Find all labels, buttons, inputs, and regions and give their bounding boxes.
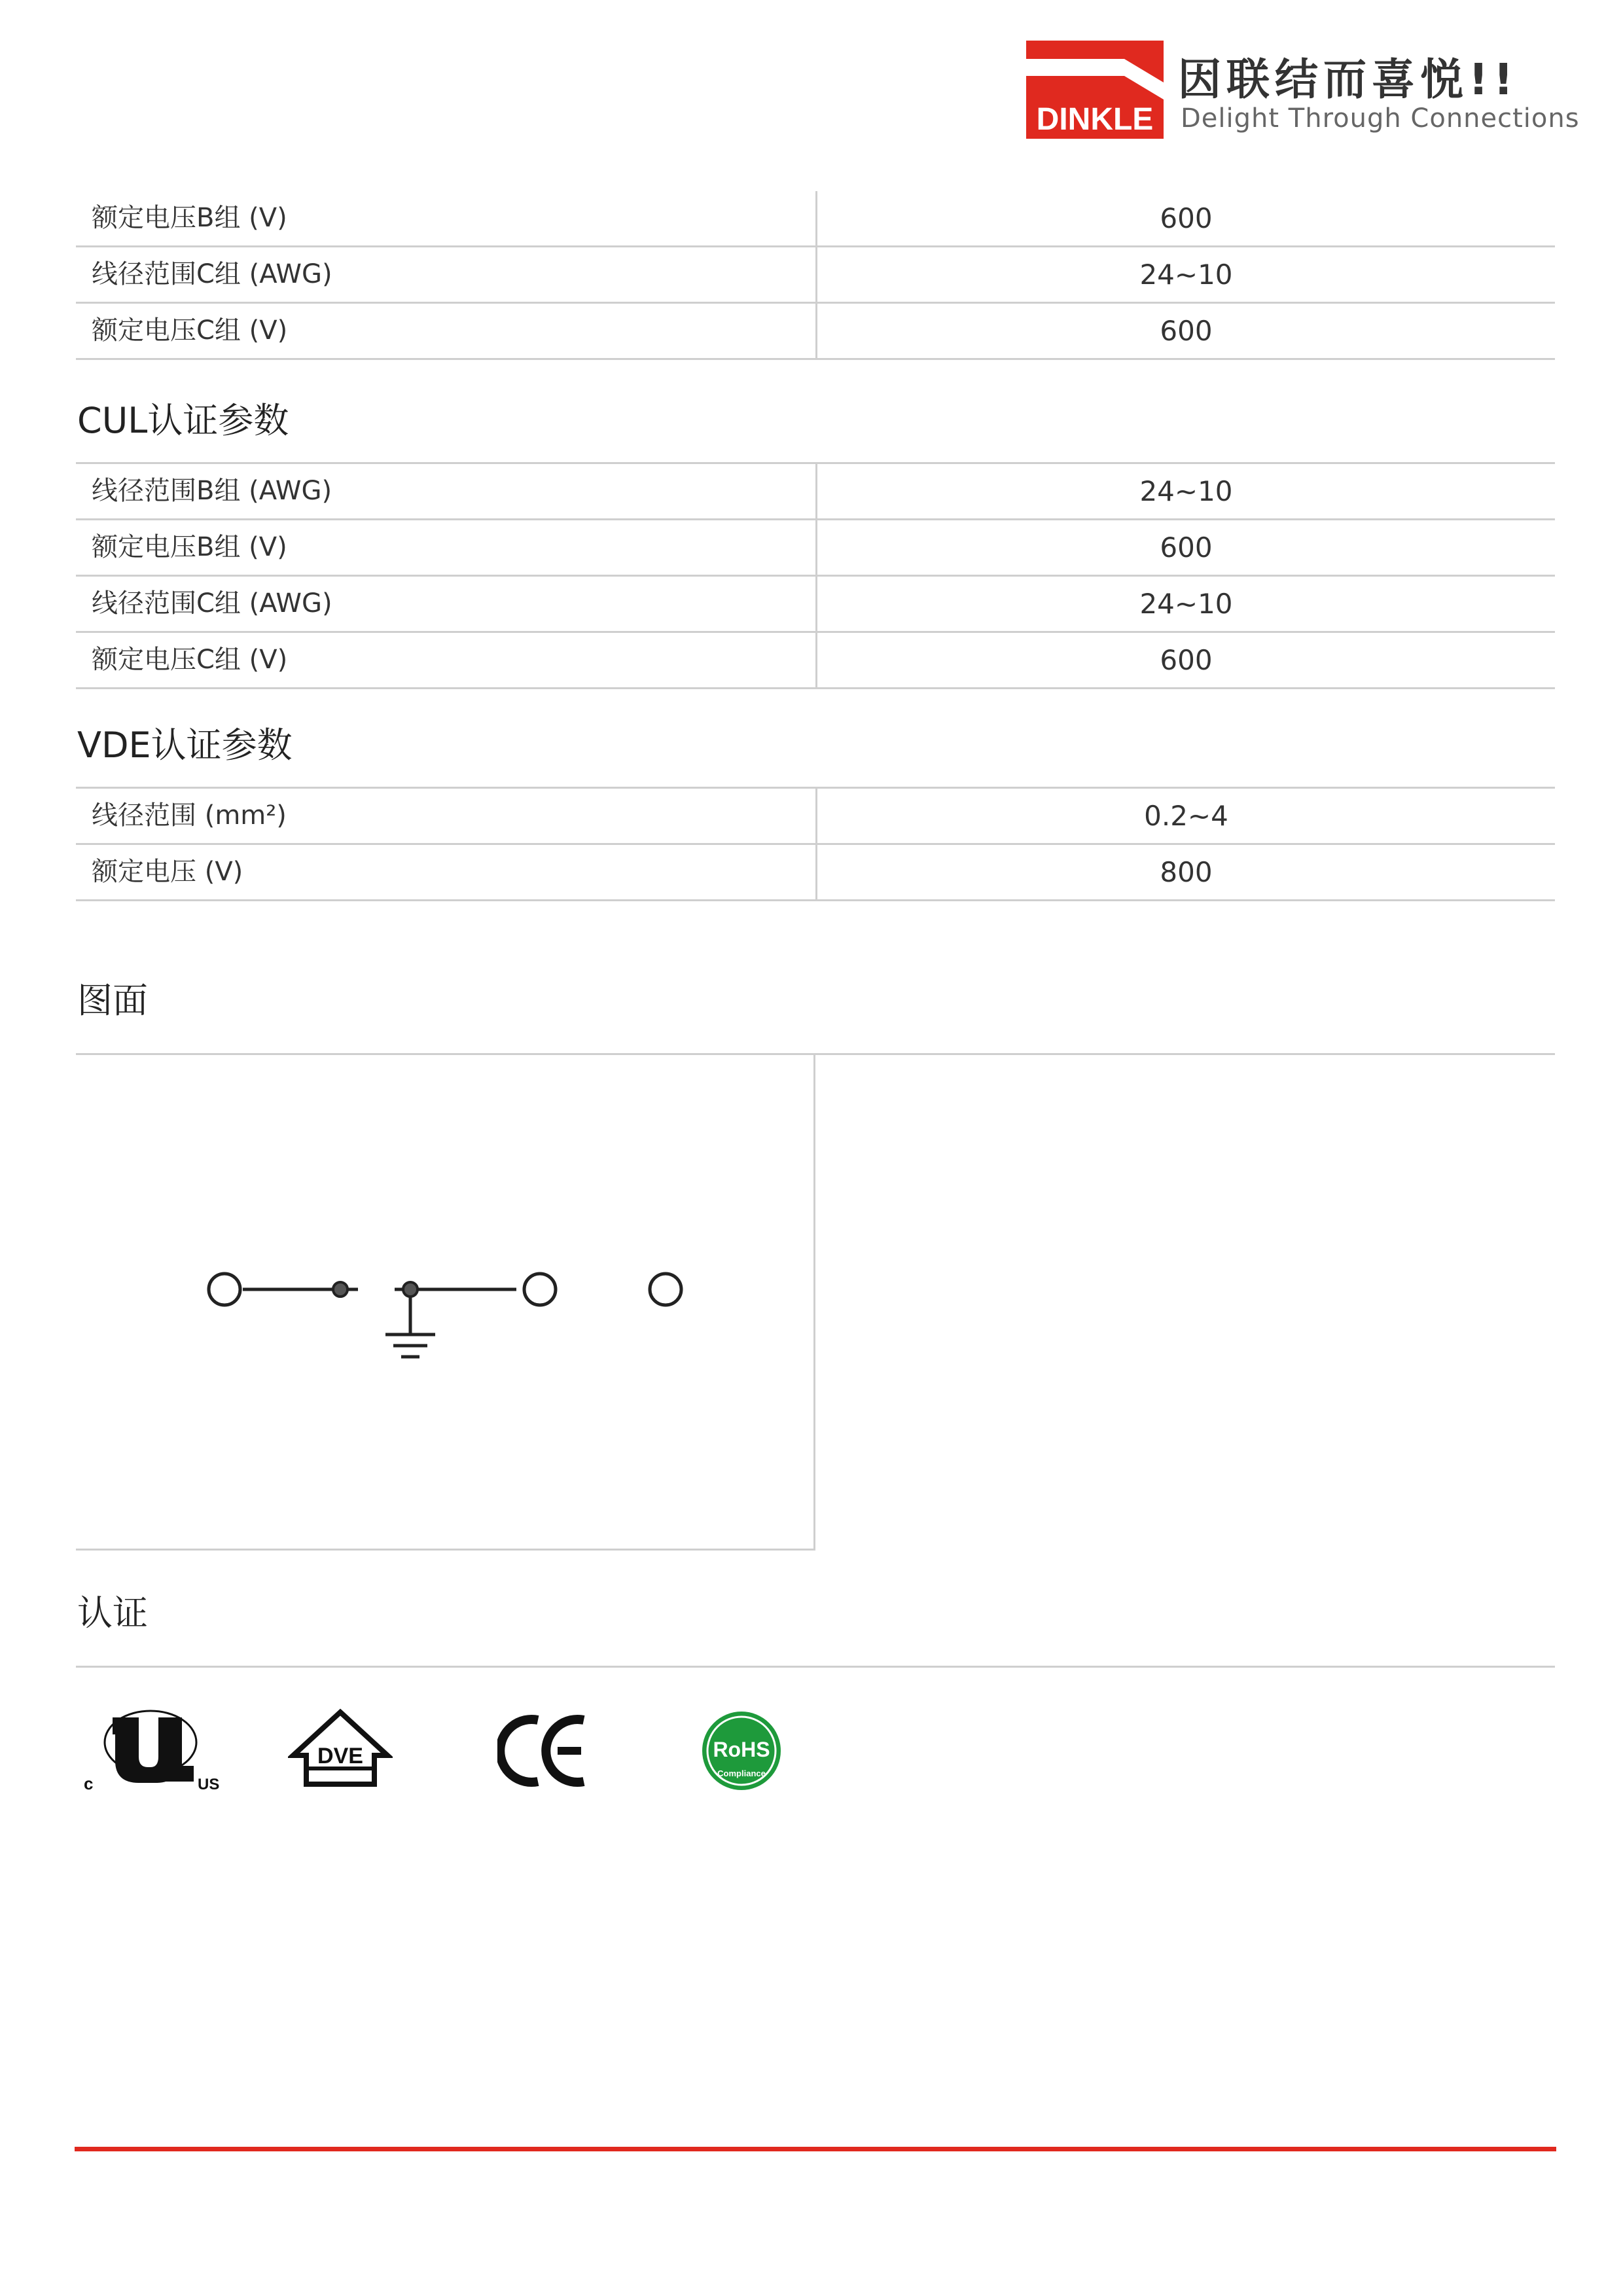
terminal-schematic-diagram <box>196 1257 707 1388</box>
certification-section-title: 认证 <box>77 1592 148 1634</box>
param-value: 600 <box>815 304 1555 358</box>
param-label: 额定电压 (V) <box>92 857 243 887</box>
cul-section-title: CUL认证参数 <box>77 400 289 441</box>
vde-section-title: VDE认证参数 <box>77 725 293 766</box>
cul-us-logo-icon <box>81 1708 220 1793</box>
terminal-connection-point <box>524 1274 556 1305</box>
cul-params-table <box>76 462 1555 689</box>
svg-text:RoHS: RoHS <box>713 1738 770 1761</box>
param-label: 额定电压B组 (V) <box>92 532 287 562</box>
vde-logo-icon <box>288 1708 393 1793</box>
footer-divider <box>75 2147 1556 2151</box>
param-value: 24~10 <box>815 247 1555 302</box>
param-label: 线径范围C组 (AWG) <box>92 259 332 289</box>
param-value: 24~10 <box>815 464 1555 518</box>
param-value: 600 <box>815 191 1555 245</box>
rohs-compliance-icon <box>699 1708 784 1793</box>
ce-mark-icon <box>497 1708 589 1793</box>
table-row <box>76 577 1555 633</box>
ul-params-table <box>76 191 1555 360</box>
brand-tagline-en: Delight Through Connections <box>1181 103 1580 134</box>
svg-text:CE: CE <box>497 1708 499 1709</box>
svg-text:DINKLE: DINKLE <box>1036 102 1154 137</box>
svg-text:c: c <box>84 1774 94 1793</box>
param-label: 额定电压C组 (V) <box>92 645 288 675</box>
table-row <box>76 304 1555 360</box>
drawing-section-title: 图面 <box>77 980 148 1021</box>
param-value: 600 <box>815 520 1555 575</box>
terminal-jumper-dot <box>333 1282 348 1297</box>
brand-logo <box>1026 41 1580 143</box>
param-value: 0.2~4 <box>815 789 1555 843</box>
param-label: 额定电压B组 (V) <box>92 203 287 233</box>
param-value: 800 <box>815 845 1555 899</box>
table-row <box>76 520 1555 577</box>
brand-tagline-cn: 因联结而喜悦!! <box>1178 54 1519 105</box>
divider <box>76 1666 1555 1668</box>
param-value: 600 <box>815 633 1555 687</box>
vde-params-table <box>76 787 1555 901</box>
svg-text:US: US <box>198 1776 220 1793</box>
dinkle-logo-icon <box>1026 41 1164 139</box>
param-label: 额定电压C组 (V) <box>92 315 288 346</box>
table-row <box>76 247 1555 304</box>
table-row <box>76 191 1555 247</box>
table-row <box>76 845 1555 901</box>
table-row <box>76 787 1555 845</box>
table-row <box>76 633 1555 689</box>
table-row <box>76 462 1555 520</box>
param-value: 24~10 <box>815 577 1555 631</box>
svg-text:DVE: DVE <box>317 1744 363 1768</box>
terminal-connection-point <box>650 1274 681 1305</box>
svg-text:Compliance: Compliance <box>717 1768 766 1778</box>
terminal-connection-point <box>209 1274 240 1305</box>
param-label: 线径范围C组 (AWG) <box>92 588 332 619</box>
ground-junction-dot <box>403 1282 418 1297</box>
param-label: 线径范围 (mm²) <box>92 800 287 831</box>
param-label: 线径范围B组 (AWG) <box>92 476 332 506</box>
